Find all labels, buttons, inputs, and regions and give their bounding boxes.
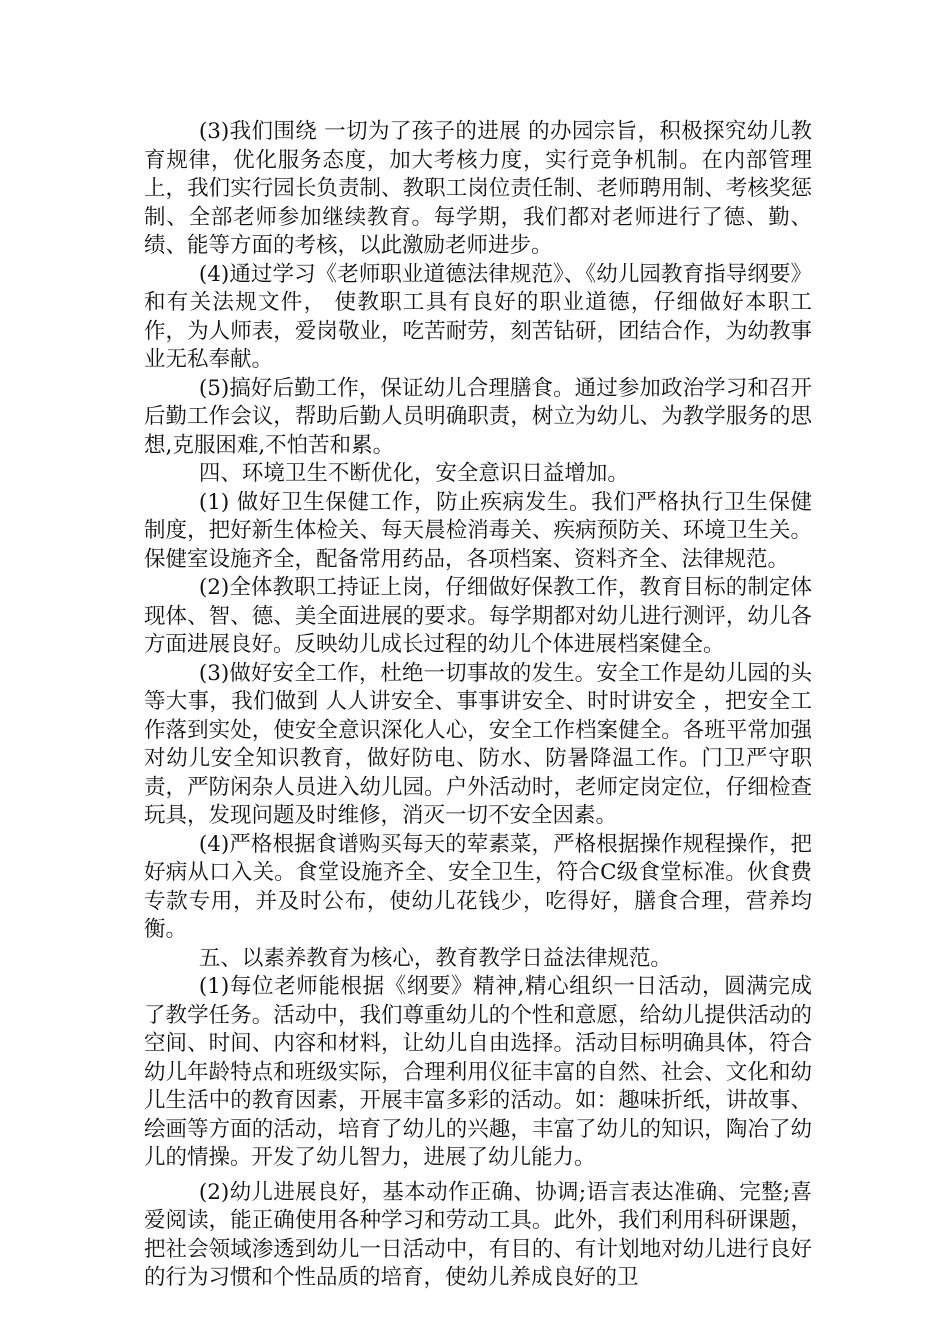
section-heading-five: 五、以素养教育为核心，教育教学日益法律规范。 — [198, 945, 672, 971]
paragraph-food: (4)严格根据食谱购买每天的荤素菜，严格根据操作规程操作，把好病从口入关。食堂设施齐全、安全卫生，符合C级食堂标准。伙食费专款专用，并及时公布，使幼儿花钱少，吃得好，膳食合理，营养均衡。 — [144, 831, 812, 942]
paragraph-certification: (2)全体教职工持证上岗，仔细做好保教工作，教育目标的制定体现体、智、德、美全面进展的要求。每学期都对幼儿进行测评，幼儿各方面进展良好。反映幼儿成长过程的幼儿个体进展档案健全。 — [144, 575, 812, 657]
paragraph-health: (1) 做好卫生保健工作，防止疾病发生。我们严格执行卫生保健制度，把好新生体检关、每天晨检消毒关、疾病预防关、环境卫生关。保健室设施齐全，配备常用药品，各项档案、资料齐全、法律规范。 — [144, 489, 812, 572]
document-body — [144, 118, 812, 1293]
paragraph-development: (2)幼儿进展良好，基本动作正确、协调;语言表达准确、完整;喜爱阅读，能正确使用各种学习和劳动工具。此外，我们利用科研课题，把社会领域渗透到幼儿一日活动中，有目的、有计划地对幼儿进行良好的行为习惯和个性品质的培育，使幼儿养成良好的卫 — [144, 1179, 812, 1290]
paragraph-activities: (1)每位老师能根据《纲要》精神,精心组织一日活动，圆满完成了教学任务。活动中，我们尊重幼儿的个性和意愿，给幼儿提供活动的空间、时间、内容和材料，让幼儿自由选择。活动目标明确具体，符合幼儿年龄特点和班级实际，合理利用仪征丰富的自然、社会、文化和幼儿生活中的教育因素，开展丰富多彩的活动。如：趣味折纸，讲故事、绘画等方面的活动，培育了幼儿的兴趣，丰富了幼儿的知识，陶冶了幼儿的情操。开发了幼儿智力，进展了幼儿能力。 — [144, 974, 812, 1170]
section-heading-four: 四、环境卫生不断优化，安全意识日益增加。 — [198, 461, 629, 486]
paragraph-ethics: (4)通过学习《老师职业道德法律规范》、《幼儿园教育指导纲要》和有关法规文件， 使教职工具有良好的职业道德，仔细做好本职工作，为人师表，爱岗敬业，吃苦耐劳，刻苦钻研，团结合作，为幼教事业无私奉献。 — [144, 261, 812, 372]
paragraph-logistics: (5)搞好后勤工作，保证幼儿合理膳食。通过参加政治学习和召开后勤工作会议，帮助后勤人员明确职责，树立为幼儿、为教学服务的思想,克服困难,不怕苦和累。 — [144, 375, 812, 458]
paragraph-management: (3)我们围绕 一切为了孩子的进展 的办园宗旨，积极探究幼儿教育规律，优化服务态度，加大考核力度，实行竞争机制。在内部管理上，我们实行园长负责制、教职工岗位责任制、老师聘用制、考核奖惩制、全部老师参加继续教育。每学期，我们都对老师进行了德、勤、绩、能等方面的考核，以此激励老师进步。 — [144, 119, 812, 258]
paragraph-safety: (3)做好安全工作，杜绝一切事故的发生。安全工作是幼儿园的头等大事，我们做到 人人讲安全、事事讲安全、时时讲安全 ，把安全工作落到实处，使安全意识深化人心，安全工作档案健全。各班平常加强对幼儿安全知识教育，做好防电、防水、防暑降温工作。门卫严守职责，严防闲杂人员进入幼儿园。户外活动时，老师定岗定位，仔细检查玩具，发现问题及时维修，消灭一切不安全因素。 — [144, 660, 812, 828]
